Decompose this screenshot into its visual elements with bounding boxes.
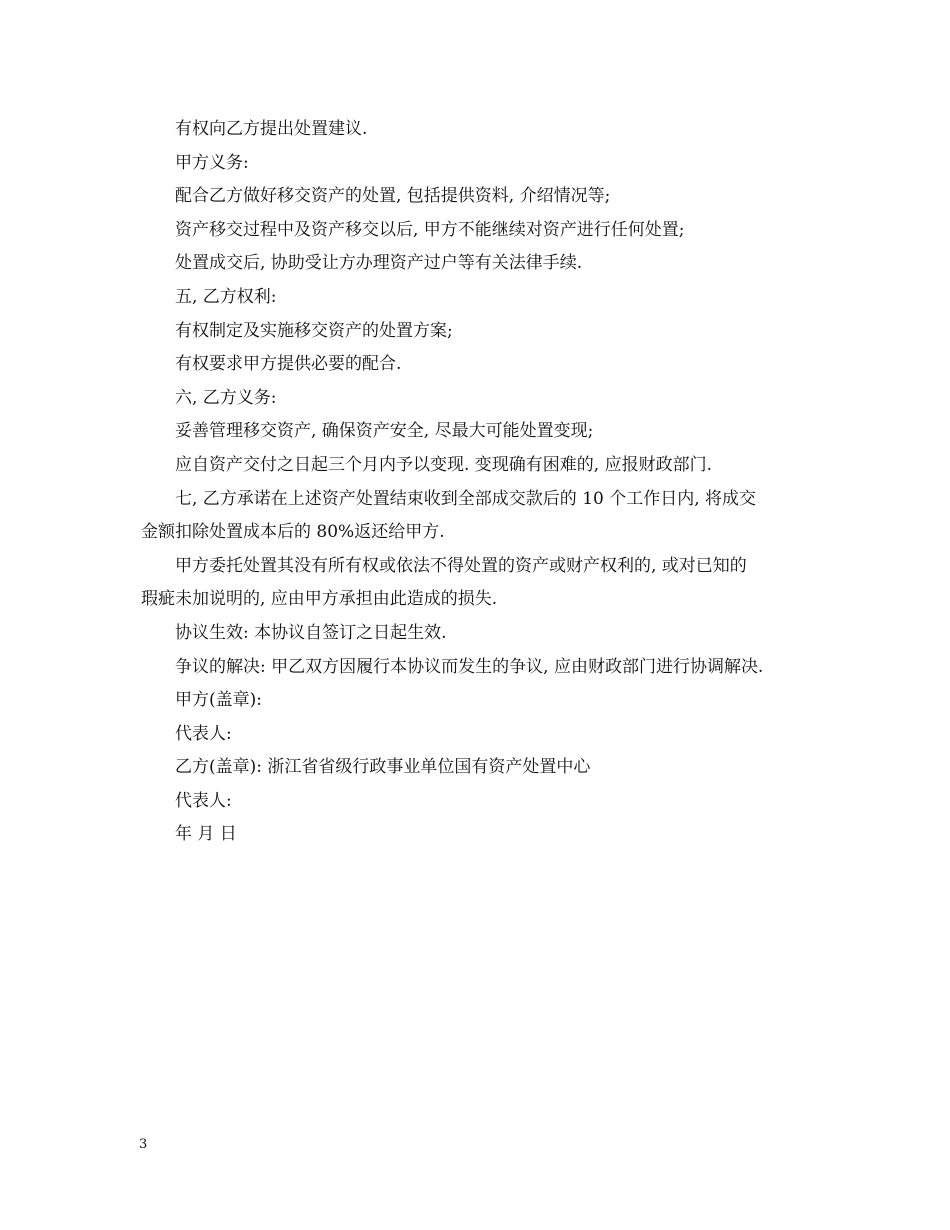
text-line: 有权要求甲方提供必要的配合. [175,354,402,375]
text-line: 有权向乙方提出处置建议. [175,119,368,139]
text-line: 处置成交后, 协助受让方办理资产过户等有关法律手续. [175,253,583,274]
text-line: 配合乙方做好移交资产的处置, 包括提供资料, 介绍情况等; [175,186,611,207]
text-line: 争议的解决: 甲乙双方因履行本协议而发生的争议, 应由财政部门进行协调解决. [175,656,764,677]
section-heading-party-b-obligations: 六, 乙方义务: [175,387,277,408]
text-line: 有权制定及实施移交资产的处置方案; [175,320,453,341]
text-line: 资产移交过程中及资产移交以后, 甲方不能继续对资产进行任何处置; [175,219,685,240]
document-body [141,113,831,852]
signature-representative: 代表人: [175,790,232,811]
section-heading-party-b-rights: 五, 乙方权利: [175,286,277,307]
text-line: 甲方委托处置其没有所有权或依法不得处置的资产或财产权利的, 或对已知的 [175,555,747,576]
page-number: 3 [139,1137,148,1152]
text-line: 妥善管理移交资产, 确保资产安全, 尽最大可能处置变现; [175,421,594,442]
text-line-continuation: 金额扣除处置成本后的 80%返还给甲方. [141,522,445,543]
text-line: 七, 乙方承诺在上述资产处置结束收到全部成交款后的 10 个工作日内, 将成交 [175,488,757,509]
signature-representative: 代表人: [175,723,232,744]
signature-date: 年 月 日 [175,824,237,845]
text-line: 协议生效: 本协议自签订之日起生效. [175,622,447,643]
signature-party-a: 甲方(盖章): [175,690,262,711]
text-line-continuation: 瑕疵未加说明的, 应由甲方承担由此造成的损失. [141,589,498,610]
signature-party-b: 乙方(盖章): 浙江省省级行政事业单位国有资产处置中心 [175,757,591,778]
text-line: 应自资产交付之日起三个月内予以变现. 变现确有困难的, 应报财政部门. [175,454,713,475]
section-heading-party-a-obligations: 甲方义务: [175,152,249,173]
